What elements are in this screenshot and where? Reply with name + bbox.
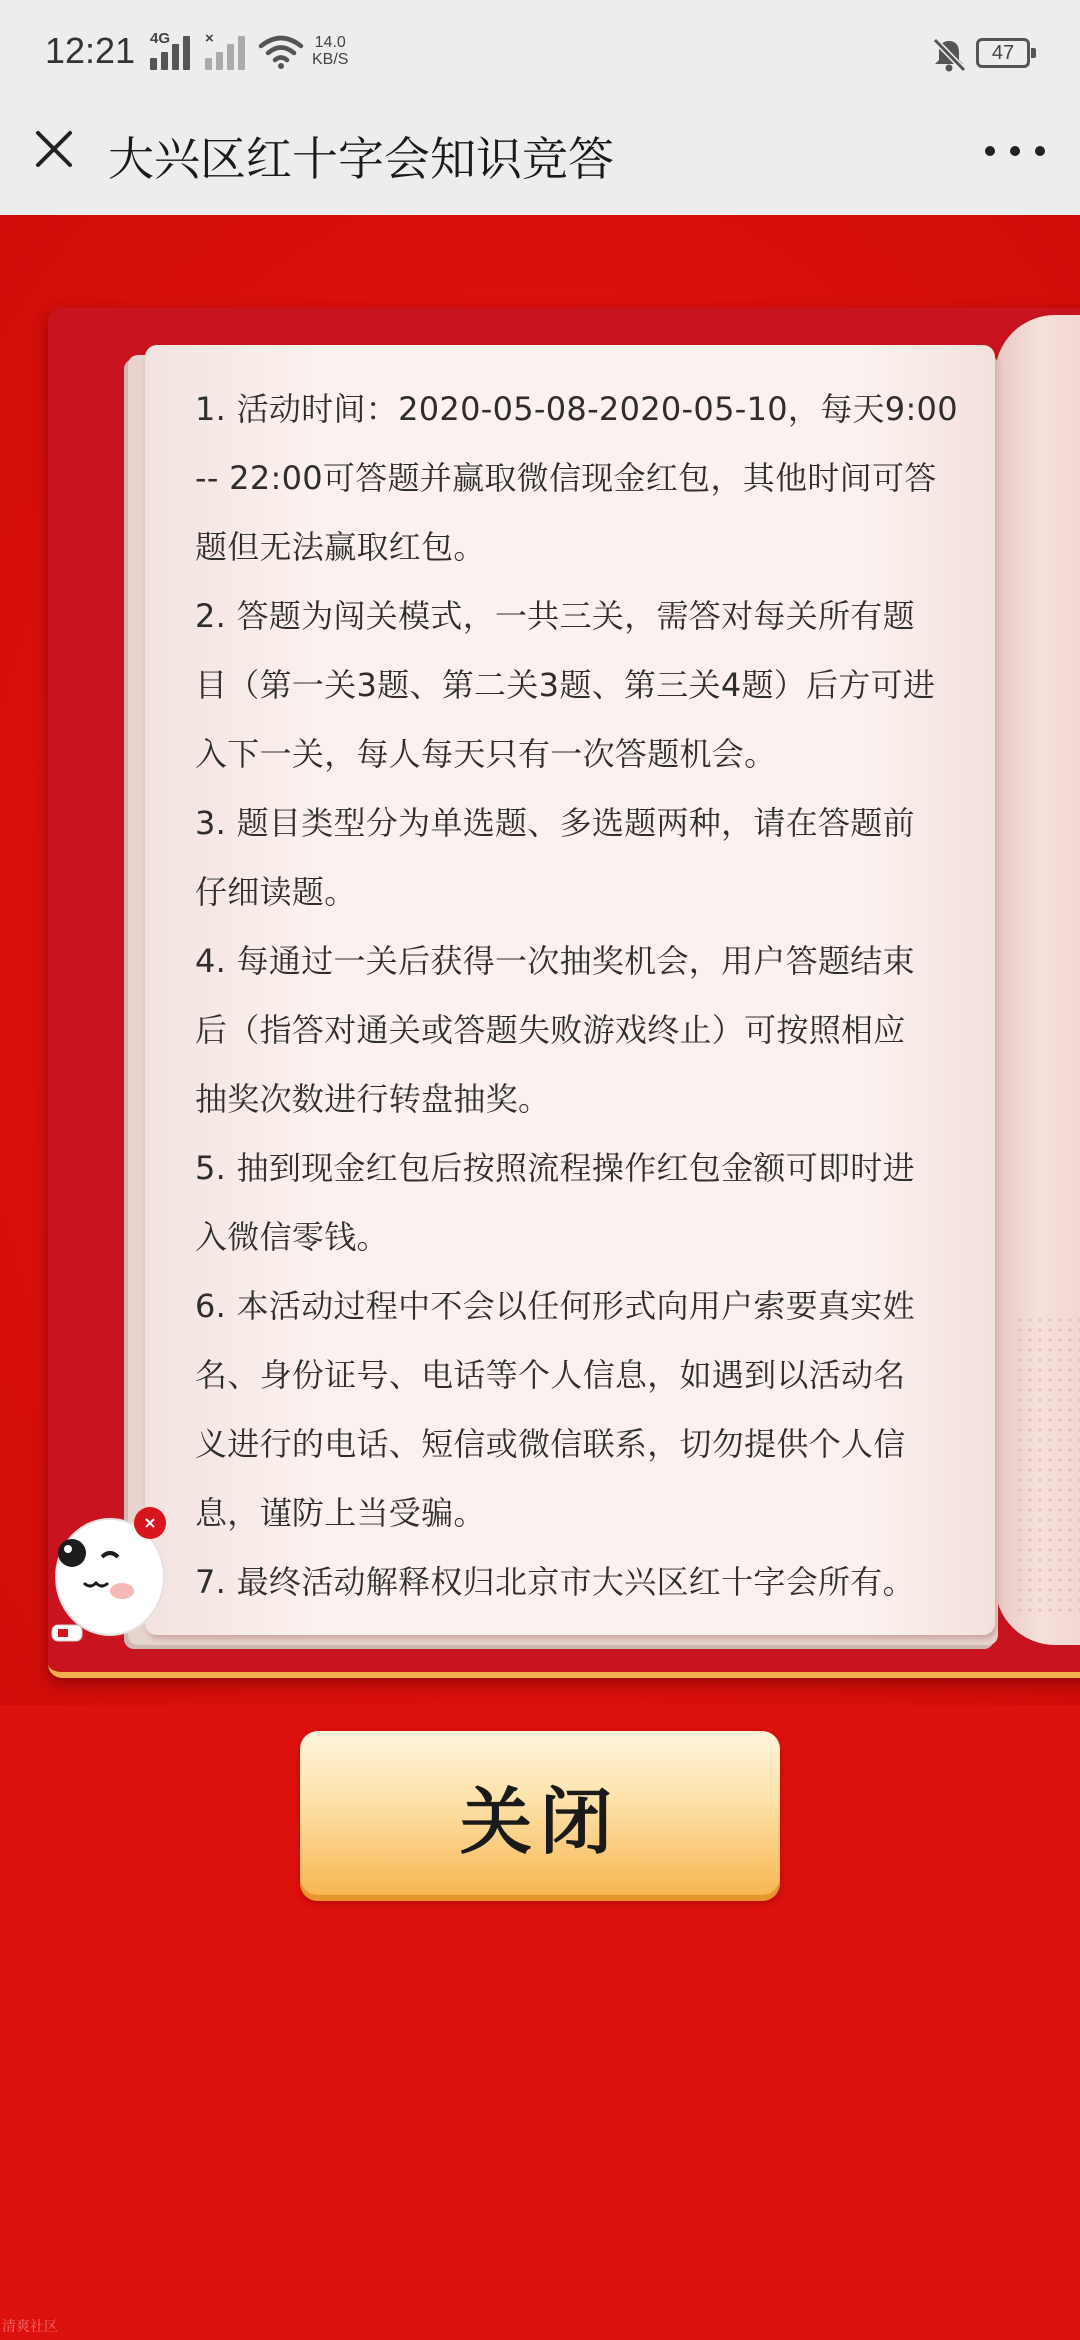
rule-line: 4. 每通过一关后获得一次抽奖机会，用户答题结束	[195, 942, 915, 980]
network-speed-unit: KB/S	[312, 51, 349, 68]
rule-line: -- 22:00可答题并赢取微信现金红包，其他时间可答	[195, 459, 937, 497]
page-curl	[995, 315, 1080, 1645]
network-speed-value: 14.0	[314, 34, 346, 51]
status-time: 12:21	[45, 30, 136, 71]
rule-line: 7. 最终活动解释权归北京市大兴区红十字会所有。	[195, 1563, 915, 1601]
rule-line: 题但无法赢取红包。	[195, 528, 486, 566]
battery-indicator: 47	[976, 38, 1030, 68]
network-type-label: 4G	[150, 30, 171, 47]
status-bar	[0, 0, 1080, 105]
network-speed	[312, 34, 348, 68]
rule-line: 抽奖次数进行转盘抽奖。	[195, 1080, 551, 1118]
close-icon[interactable]	[30, 125, 78, 173]
rule-line: 2. 答题为闯关模式，一共三关，需答对每关所有题	[195, 597, 915, 635]
nav-bar	[0, 105, 1080, 215]
page-title: 大兴区红十字会知识竞答	[108, 132, 614, 186]
close-button[interactable]: 关闭	[300, 1731, 780, 1901]
rules-stage	[0, 215, 1080, 1705]
mascot-icon	[50, 1505, 170, 1645]
rule-line: 仔细读题。	[195, 873, 357, 911]
no-signal-label: ×	[205, 30, 214, 47]
wifi-icon	[258, 34, 304, 70]
rule-line: 目（第一关3题、第二关3题、第三关4题）后方可进	[195, 666, 936, 704]
rule-line: 1. 活动时间：2020-05-08-2020-05-10，每天9:00	[195, 390, 958, 428]
rule-line: 5. 抽到现金红包后按照流程操作红包金额可即时进	[195, 1149, 915, 1187]
bell-off-icon	[930, 36, 968, 74]
rule-line: 入微信零钱。	[195, 1218, 389, 1256]
rule-line: 6. 本活动过程中不会以任何形式向用户索要真实姓	[195, 1287, 915, 1325]
rule-line: 后（指答对通关或答题失败游戏终止）可按照相应	[195, 1011, 906, 1049]
signal-strength-icon	[150, 30, 196, 70]
rule-line: 入下一关，每人每天只有一次答题机会。	[195, 735, 777, 773]
rule-line: 义进行的电话、短信或微信联系，切勿提供个人信	[195, 1425, 906, 1463]
watermark: 清爽社区	[2, 2319, 58, 2335]
rule-line: 3. 题目类型分为单选题、多选题两种，请在答题前	[195, 804, 915, 842]
signal-strength-2-icon	[205, 30, 251, 70]
rule-line: 息，谨防上当受骗。	[195, 1494, 486, 1532]
rule-line: 名、身份证号、电话等个人信息，如遇到以活动名	[195, 1356, 906, 1394]
rules-text	[195, 375, 985, 1617]
more-options-icon[interactable]	[980, 131, 1050, 171]
